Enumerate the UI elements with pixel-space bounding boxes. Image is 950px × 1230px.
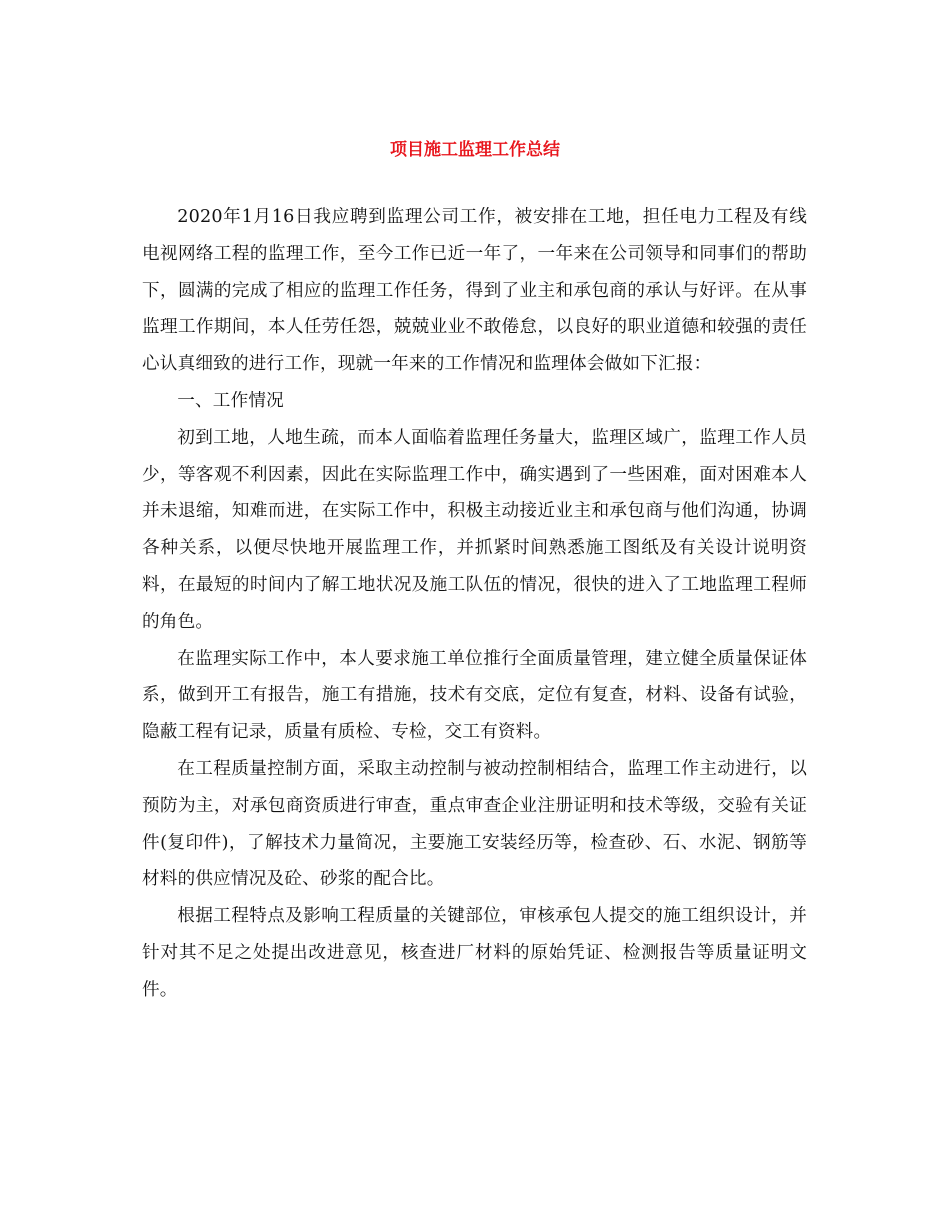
document-body: [142, 199, 807, 1009]
document-title: 项目施工监理工作总结: [390, 140, 560, 160]
paragraph-initial-arrival: 初到工地，人地生疏，而本人面临着监理任务量大，监理区域广，监理工作人员少，等客观不利因素，因此在实际监理工作中，确实遇到了一些困难，面对困难本人并未退缩，知难而进，在实际工作中，积极主动接近业主和承包商与他们沟通，协调各种关系，以便尽快地开展监理工作，并抓紧时间熟悉施工图纸及有关设计说明资料，在最短的时间内了解工地状况及施工队伍的情况，很快的进入了工地监理工程师的角色。: [142, 427, 807, 632]
paragraph-quality-management: 在监理实际工作中，本人要求施工单位推行全面质量管理，建立健全质量保证体系，做到开工有报告，施工有措施，技术有交底，定位有复查，材料、设备有试验，隐蔽工程有记录，质量有质检、专检，交工有资料。: [142, 648, 807, 743]
paragraph-intro: 2020年1月16日我应聘到监理公司工作，被安排在工地，担任电力工程及有线电视网络工程的监理工作，至今工作已近一年了，一年来在公司领导和同事们的帮助下，圆满的完成了相应的监理工作任务，得到了业主和承包商的承认与好评。在从事监理工作期间，本人任劳任怨，兢兢业业不敢倦怠，以良好的职业道德和较强的责任心认真细致的进行工作，现就一年来的工作情况和监理体会做如下汇报：: [142, 207, 807, 375]
paragraph-construction-design-review: 根据工程特点及影响工程质量的关键部位，审核承包人提交的施工组织设计，并针对其不足之处提出改进意见，核查进厂材料的原始凭证、检测报告等质量证明文件。: [142, 906, 807, 1000]
section-heading-work-situation: 一、工作情况: [177, 390, 284, 411]
paragraph-quality-control: 在工程质量控制方面，采取主动控制与被动控制相结合，监理工作主动进行，以预防为主，对承包商资质进行审查，重点审查企业注册证明和技术等级，交验有关证件(复印件)，了解技术力量简况，主要施工安装经历等，检查砂、石、水泥、钢筋等材料的供应情况及砼、砂浆的配合比。: [142, 758, 807, 890]
